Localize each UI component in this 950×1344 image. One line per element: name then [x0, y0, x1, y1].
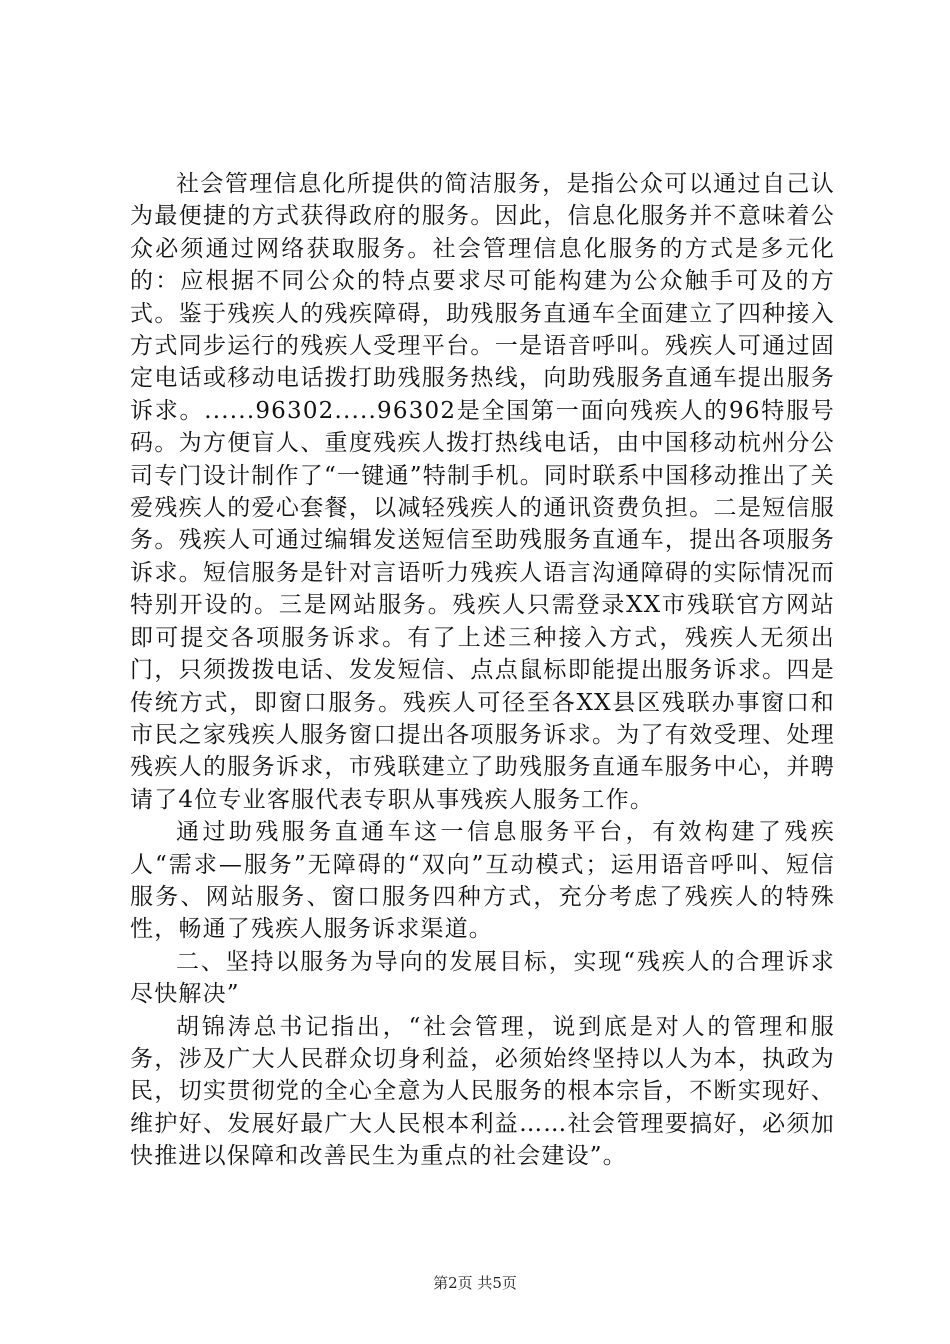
body-text [130, 168, 835, 1173]
page-number-footer: 第2页 共5页 [433, 1274, 517, 1292]
paragraph-quote: 胡锦涛总书记指出，“社会管理，说到底是对人的管理和服务，涉及广大人民群众切身利益，必须始终坚持以人为本，执政为民，切实贯彻党的全心全意为人民服务的根本宗旨，不断实现好、维护好、发展好最广大人民根本利益……社会管理要搞好，必须加快推进以保障和改善民生为重点的社会建设”。 [130, 1013, 835, 1170]
section-heading-two: 二、坚持以服务为导向的发展目标，实现“残疾人的合理诉求尽快解决” [130, 948, 835, 1008]
paragraph-platform-summary: 通过助残服务直通车这一信息服务平台，有效构建了残疾人“需求—服务”无障碍的“双向”互动模式；运用语音呼叫、短信服务、网站服务、窗口服务四种方式，充分考虑了残疾人的特殊性，畅通了残疾人服务诉求渠道。 [130, 819, 835, 943]
paragraph-info-service: 社会管理信息化所提供的简洁服务，是指公众可以通过自己认为最便捷的方式获得政府的服务。因此，信息化服务并不意味着公众必须通过网络获取服务。社会管理信息化服务的方式是多元化的：应根据不同公众的特点要求尽可能构建为公众触手可及的方式。鉴于残疾人的残疾障碍，助残服务直通车全面建立了四种接入方式同步运行的残疾人受理平台。一是语音呼叫。残疾人可通过固定电话或移动电话拨打助残服务热线，向助残服务直通车提出服务诉求。......96302.....96302是全国第一面向残疾人的96特服号码。为方便盲人、重度残疾人拨打热线电话，由中国移动杭州分公司专门设计制作了“一键通”特制手机。同时联系中国移动推出了关爱残疾人的爱心套餐，以减轻残疾人的通讯资费负担。二是短信服务。残疾人可通过编辑发送短信至助残服务直通车，提出各项服务诉求。短信服务是针对言语听力残疾人语言沟通障碍的实际情况而特别开设的。三是网站服务。残疾人只需登录XX市残联官方网站即可提交各项服务诉求。有了上述三种接入方式，残疾人无须出门，只须拨拨电话、发发短信、点点鼠标即能提出服务诉求。四是传统方式，即窗口服务。残疾人可径至各XX县区残联办事窗口和市民之家残疾人服务窗口提出各项服务诉求。为了有效受理、处理残疾人的服务诉求，市残联建立了助残服务直通车服务中心，并聘请了4位专业客服代表专职从事残疾人服务工作。 [130, 171, 835, 813]
